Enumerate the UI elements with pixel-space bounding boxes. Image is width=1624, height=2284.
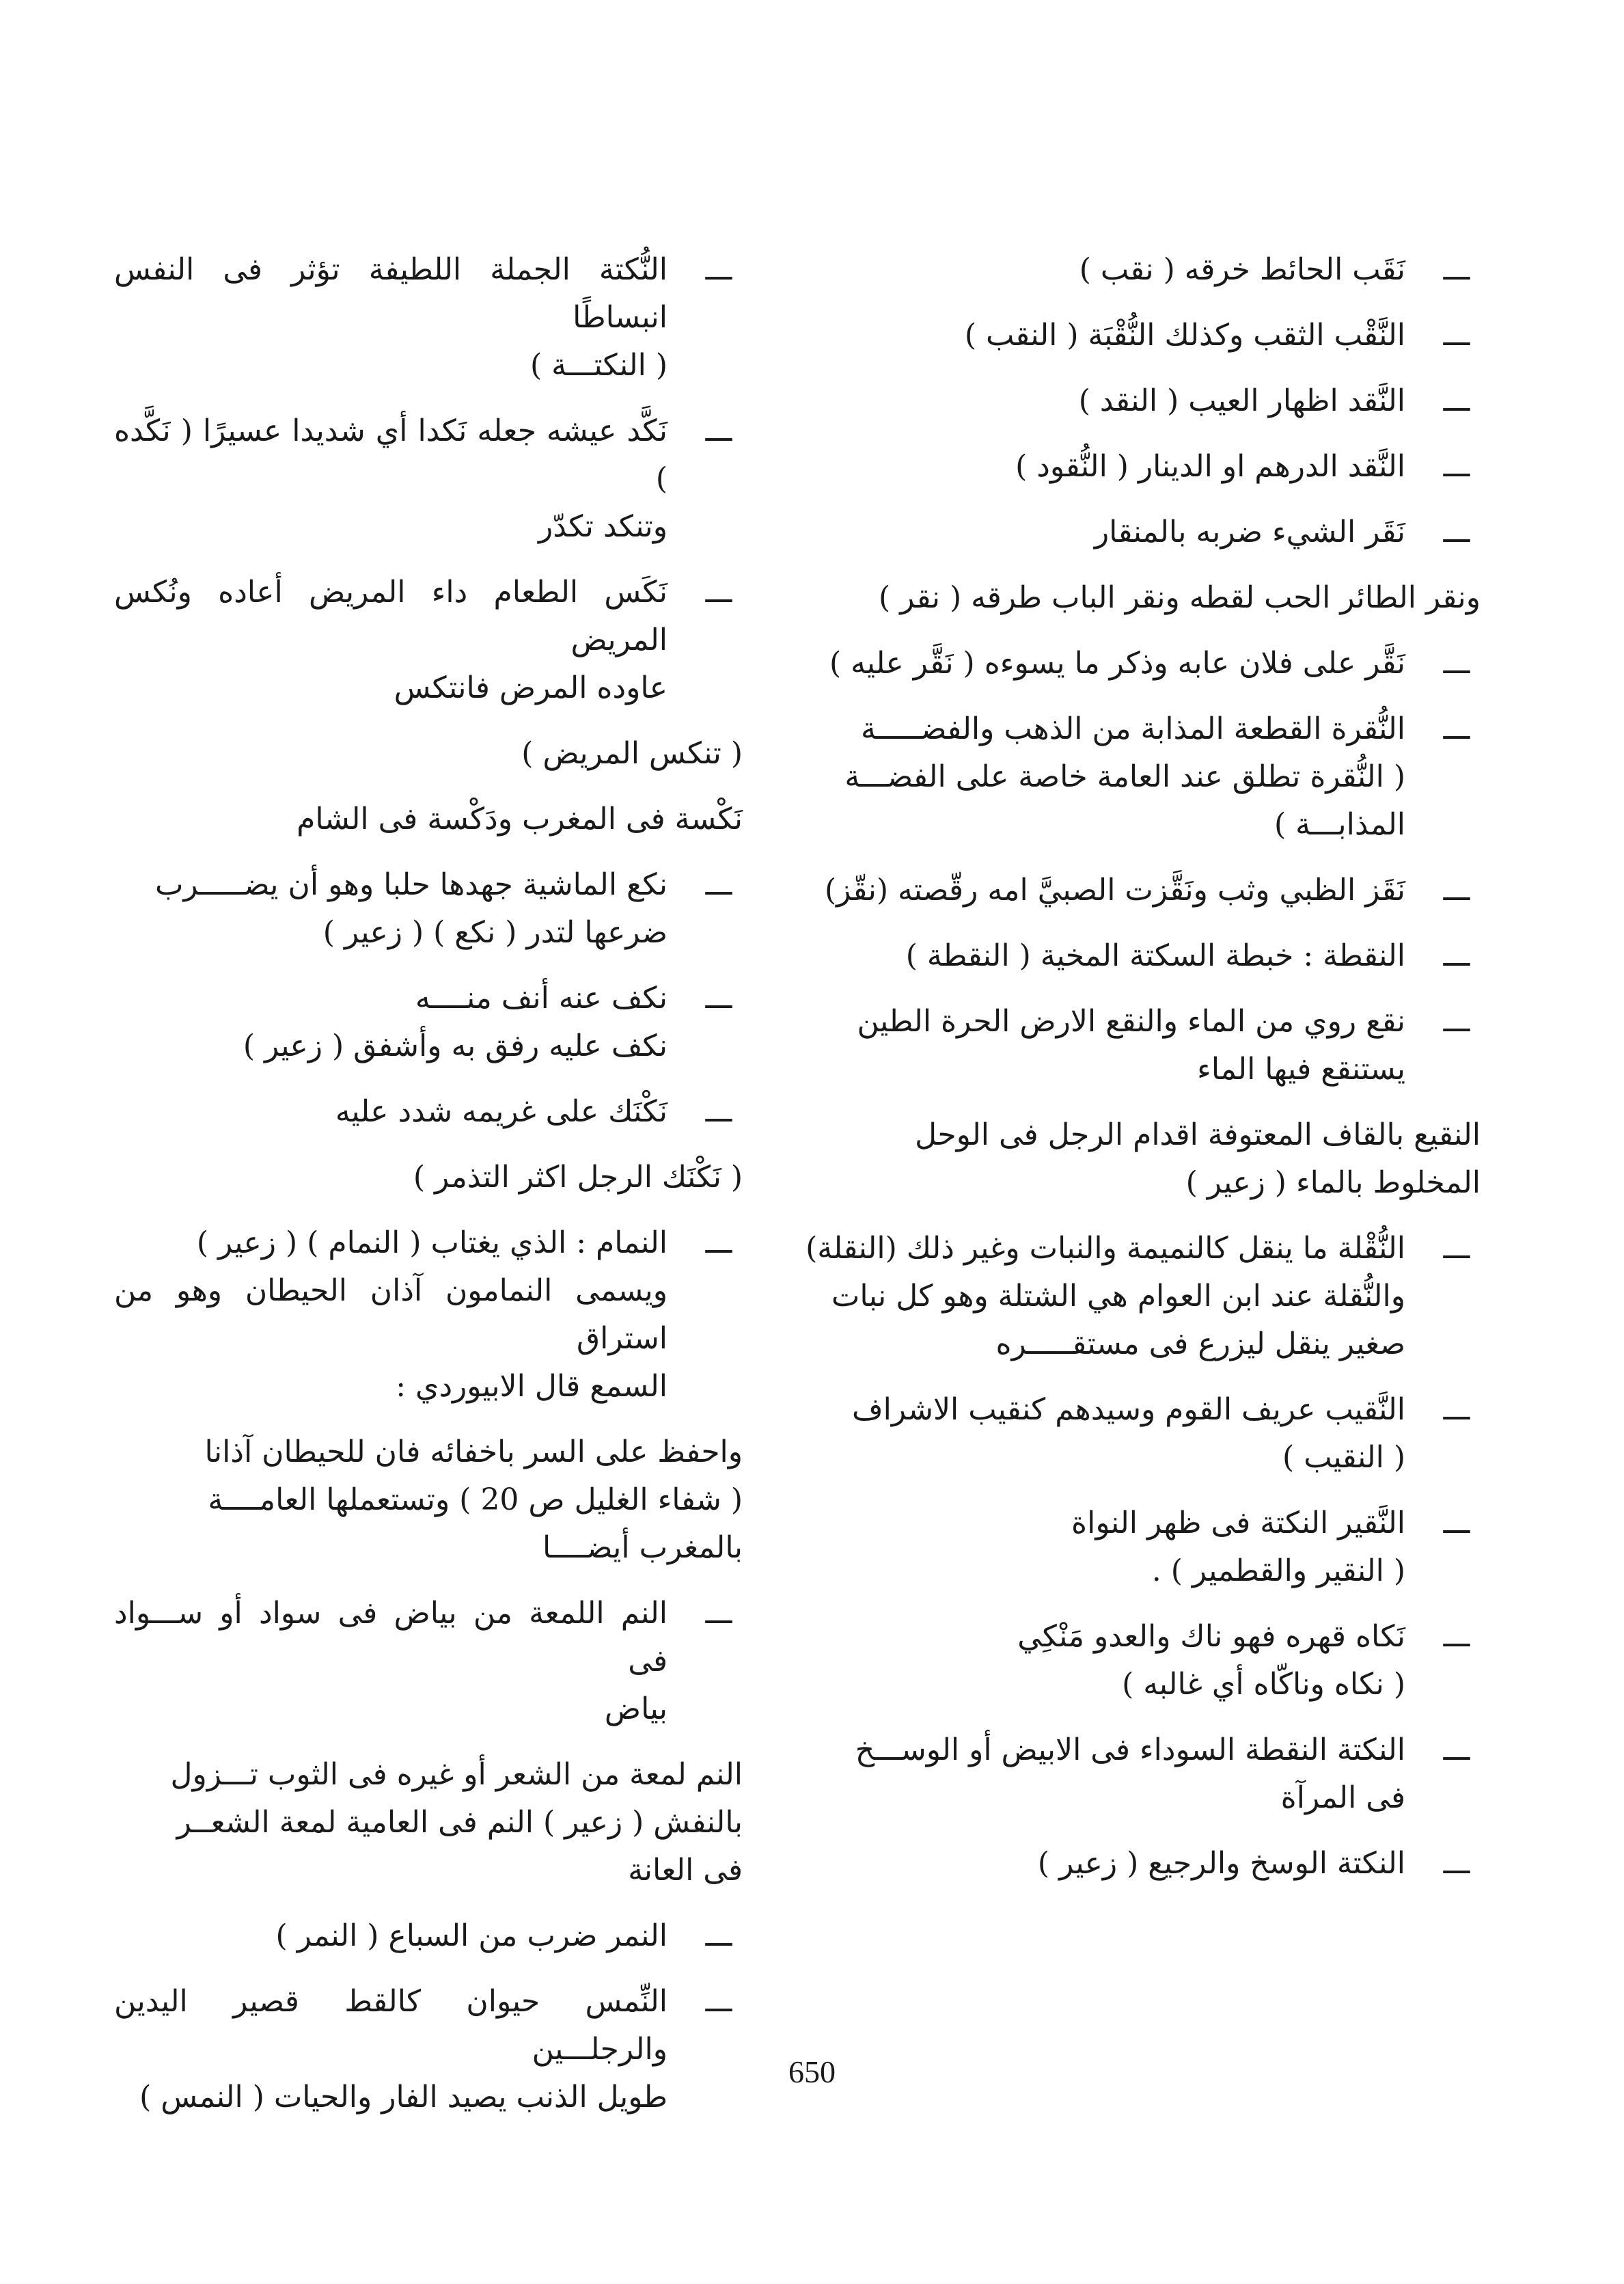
- entry-line: ( النقير والقطمير ) .: [1151, 1553, 1405, 1588]
- entry-line: النَّقير النكتة فى ظهر النواة: [1071, 1506, 1405, 1540]
- dictionary-entry: [797, 574, 1481, 622]
- entry-line: بياض: [604, 1691, 668, 1726]
- entry-line: المخلوط بالماء ( زعير ): [1185, 1165, 1481, 1200]
- entry-line: النمام : الذي يغتاب ( النمام ) ( زعير ): [196, 1225, 668, 1260]
- entry-line: نَقَز الظبي وثب ونَقَّزت الصبيَّ امه رقّصته (نقّز): [824, 873, 1405, 908]
- dictionary-entry: [797, 246, 1481, 294]
- entry-dash: ـــ: [705, 252, 732, 287]
- entry-line: طويل الذنب يصيد الفار والحيات ( النمس ): [139, 2080, 668, 2115]
- dictionary-entry: [797, 377, 1481, 425]
- entry-dash: ـــ: [1443, 252, 1470, 287]
- entry-line: النَّقيب عريف القوم وسيدهم كنقيب الاشراف: [851, 1392, 1405, 1427]
- entry-line: نَكاه قهره فهو ناك والعدو مَنْكِي: [1017, 1619, 1405, 1654]
- entry-dash: ـــ: [705, 575, 732, 610]
- entry-line: النِّمس حيوان كالقط قصير اليدين والرجلـــين: [114, 1984, 668, 2067]
- right-column: [797, 246, 1481, 1905]
- entry-line: نَكَّد عيشه جعله نَكدا أي شديدا عسيرًا ( نَكَّده ): [114, 413, 668, 496]
- entry-dash: ـــ: [705, 1984, 732, 2019]
- entry-dash: ـــ: [1443, 873, 1470, 908]
- entry-line: واحفظ على السر باخفائه فان للحيطان آذانا: [204, 1435, 743, 1469]
- entry-line: ( شفاء الغليل ص 20 ) وتستعملها العامــــة: [208, 1482, 743, 1517]
- dictionary-entry: [797, 443, 1481, 491]
- dictionary-entry: [114, 861, 743, 957]
- dictionary-entry: [797, 1840, 1481, 1888]
- dictionary-entry: [114, 1751, 743, 1894]
- entry-dash: ـــ: [1443, 1506, 1470, 1540]
- entry-dash: ـــ: [1443, 515, 1470, 549]
- entry-line: نكف عليه رفق به وأشفق ( زعير ): [243, 1029, 668, 1063]
- dictionary-entry: [797, 1726, 1481, 1822]
- entry-line: نَكَس الطعام داء المريض أعاده ونُكس المريض: [114, 575, 668, 657]
- entry-line: السمع قال الابيوردي :: [396, 1369, 668, 1404]
- entry-dash: ـــ: [1443, 1732, 1470, 1767]
- entry-dash: ـــ: [1443, 1231, 1470, 1266]
- dictionary-entry: [797, 1225, 1481, 1368]
- entry-line: نكف عنه أنف منــــه: [415, 981, 668, 1016]
- entry-line: والنُّقلة عند ابن العوام هي الشتلة وهو كل نبات: [831, 1279, 1405, 1314]
- left-column: [114, 246, 743, 2139]
- entry-line: النُّقرة القطعة المذابة من الذهب والفضـــــة: [861, 711, 1405, 746]
- entry-line: نَكْنَك على غريمه شدد عليه: [335, 1094, 668, 1129]
- entry-dash: ـــ: [1443, 1846, 1470, 1881]
- entry-line: فى المرآة: [1280, 1780, 1405, 1815]
- entry-line: النَّقْب الثقب وكذلك النُّقْبَة ( النقب ): [964, 318, 1405, 353]
- dictionary-entry: [114, 1912, 743, 1960]
- entry-dash: ـــ: [705, 867, 732, 902]
- entry-line: النَّقد الدرهم او الدينار ( النُّقود ): [1015, 449, 1405, 484]
- entry-line: النكتة النقطة السوداء فى الابيض أو الوســـخ: [855, 1732, 1405, 1767]
- entry-dash: ـــ: [1443, 1004, 1470, 1039]
- dictionary-entry: [797, 1386, 1481, 1482]
- dictionary-entry: [797, 998, 1481, 1093]
- dictionary-entry: [114, 975, 743, 1070]
- dictionary-entry: [114, 1088, 743, 1136]
- dictionary-entry: [797, 1613, 1481, 1709]
- entry-line: ( النكتـــة ): [529, 348, 668, 383]
- entry-dash: ـــ: [705, 1596, 732, 1631]
- entry-dash: ـــ: [705, 981, 732, 1016]
- dictionary-entry: [797, 1499, 1481, 1595]
- entry-dash: ـــ: [1443, 711, 1470, 746]
- dictionary-entry: [114, 1590, 743, 1733]
- entry-line: يستنقع فيها الماء: [1197, 1052, 1405, 1087]
- entry-line: ونقر الطائر الحب لقطه ونقر الباب طرقه ( نقر ): [879, 580, 1481, 615]
- entry-dash: ـــ: [705, 1094, 732, 1129]
- entry-dash: ـــ: [1443, 383, 1470, 418]
- entry-dash: ـــ: [1443, 938, 1470, 973]
- entry-line: النَّقد اظهار العيب ( النقد ): [1078, 383, 1405, 418]
- entry-dash: ـــ: [705, 1918, 732, 1953]
- dictionary-entry: [797, 312, 1481, 359]
- entry-line: نَقَب الحائط خرقه ( نقب ): [1079, 252, 1405, 287]
- entry-line: النكتة الوسخ والرجيع ( زعير ): [1037, 1846, 1405, 1881]
- entry-dash: ـــ: [1443, 1392, 1470, 1427]
- entry-line: ( نَكْنَك الرجل اكثر التذمر ): [413, 1160, 743, 1195]
- entry-line: النقطة : خبطة السكتة المخية ( النقطة ): [905, 938, 1405, 973]
- entry-line: ويسمى النمامون آذان الحيطان وهو من استراق: [114, 1273, 668, 1356]
- entry-line: ( تنكس المريض ): [521, 736, 743, 771]
- dictionary-entry: [114, 246, 743, 390]
- entry-line: النم اللمعة من بياض فى سواد أو ســـواد فى: [114, 1596, 668, 1678]
- entry-line: النُّقْلة ما ينقل كالنميمة والنبات وغير ذلك (النقلة): [806, 1231, 1405, 1266]
- entry-line: صغير ينقل ليزرع فى مستقـــــره: [995, 1327, 1405, 1361]
- entry-line: ( النقيب ): [1282, 1440, 1405, 1475]
- dictionary-entry: [797, 932, 1481, 980]
- entry-dash: ـــ: [705, 413, 732, 448]
- entry-line: ضرعها لتدر ( نكع ) ( زعير ): [322, 915, 668, 950]
- entry-line: النم لمعة من الشعر أو غيره فى الثوب تـــزول: [170, 1757, 743, 1792]
- dictionary-entry: [114, 730, 743, 778]
- dictionary-entry: [114, 1219, 743, 1411]
- entry-line: فى العانة: [628, 1853, 743, 1888]
- dictionary-entry: [797, 508, 1481, 556]
- dictionary-entry: [797, 705, 1481, 849]
- entry-line: بالمغرب أيضــــا: [542, 1530, 743, 1565]
- page-number: 650: [788, 2054, 836, 2089]
- entry-dash: ـــ: [705, 1225, 732, 1260]
- entry-dash: ـــ: [1443, 1619, 1470, 1654]
- dictionary-entry: [114, 407, 743, 551]
- entry-dash: ـــ: [1443, 646, 1470, 681]
- entry-line: نقع روي من الماء والنقع الارض الحرة الطين: [857, 1004, 1405, 1039]
- entry-line: النقيع بالقاف المعتوفة اقدام الرجل فى الوحل: [915, 1117, 1481, 1152]
- entry-line: النمر ضرب من السباع ( النمر ): [275, 1918, 668, 1953]
- entry-line: وتنكد تكدّر: [538, 509, 668, 544]
- entry-line: ( النُّقرة تطلق عند العامة خاصة على الفضـــة: [844, 759, 1405, 794]
- dictionary-entry: [797, 867, 1481, 914]
- dictionary-entry: [114, 796, 743, 843]
- entry-dash: ـــ: [1443, 318, 1470, 353]
- dictionary-entry: [114, 1978, 743, 2121]
- dictionary-entry: [114, 1428, 743, 1572]
- entry-line: نَقَّر على فلان عابه وذكر ما يسوءه ( نَقَّر عليه ): [829, 646, 1405, 681]
- entry-line: النُّكتة الجملة اللطيفة تؤثر فى النفس انبساطًا: [114, 252, 668, 335]
- dictionary-entry: [114, 1154, 743, 1201]
- entry-line: نَقَر الشيء ضربه بالمنقار: [1094, 515, 1405, 549]
- entry-line: بالنفش ( زعير ) النم فى العامية لمعة الشعــر: [176, 1805, 743, 1840]
- entry-line: ( نكاه وناكّاه أي غالبه ): [1122, 1667, 1405, 1702]
- entry-line: نكع الماشية جهدها حلبا وهو أن يضـــــرب: [155, 867, 668, 902]
- entry-dash: ـــ: [1443, 449, 1470, 484]
- entry-line: عاوده المرض فانتكس: [394, 670, 668, 705]
- dictionary-entry: [114, 569, 743, 712]
- dictionary-entry: [797, 1111, 1481, 1207]
- dictionary-entry: [797, 640, 1481, 688]
- entry-line: المذابـــة ): [1274, 807, 1405, 842]
- entry-line: نَكْسة فى المغرب ودَكْسة فى الشام: [297, 802, 743, 837]
